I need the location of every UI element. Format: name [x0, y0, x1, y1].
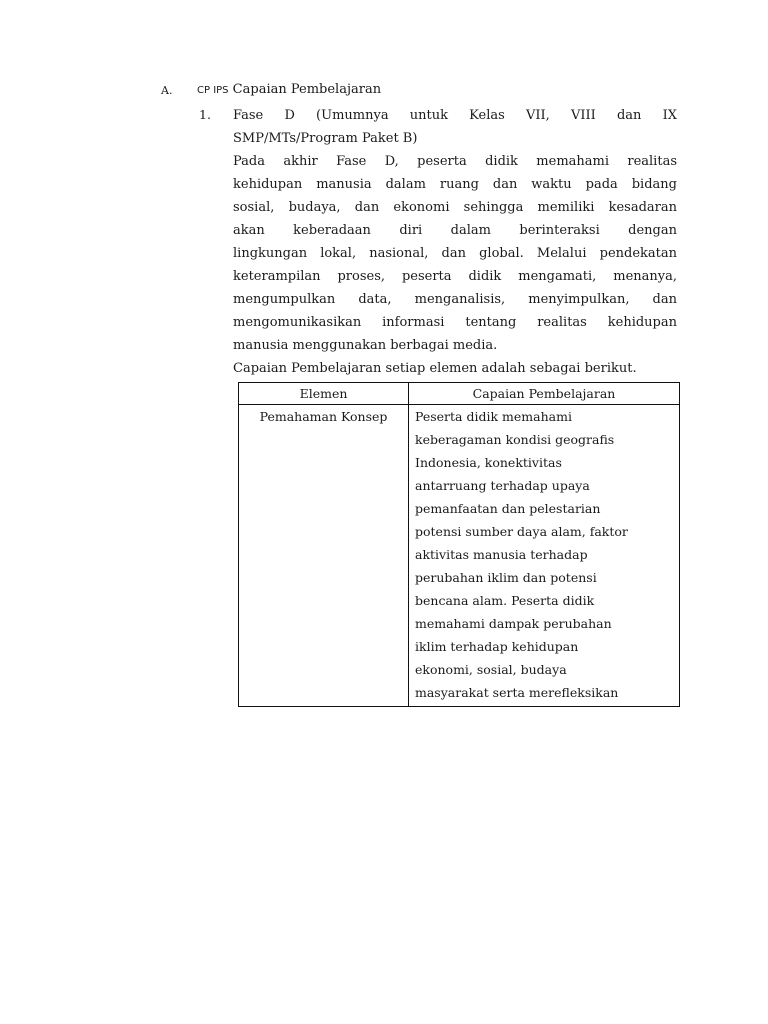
item-title-line: Fase D (Umumnya untuk Kelas VII, VIII dan IX — [233, 108, 677, 123]
paragraph-line: sosial, budaya, dan ekonomi sehingga memiliki kesadaran — [233, 200, 677, 215]
paragraph-line: mengomunikasikan informasi tentang realitas kehidupan — [233, 315, 677, 330]
capaian-line: potensi sumber daya alam, faktor — [415, 524, 628, 539]
paragraph-line: kehidupan manusia dalam ruang dan waktu pada bidang — [233, 177, 677, 192]
paragraph-line: akan keberadaan diri dalam berinteraksi dengan — [233, 223, 677, 238]
capaian-line: iklim terhadap kehidupan — [415, 639, 579, 654]
paragraph-line: keterampilan proses, peserta didik mengamati, menanya, — [233, 269, 677, 284]
section-marker: A. — [161, 84, 173, 97]
section-prefix: CP IPS — [197, 85, 229, 96]
paragraph-line: mengumpulkan data, menganalisis, menyimpulkan, dan — [233, 292, 677, 307]
cell-capaian — [409, 405, 680, 707]
table-header-row — [239, 383, 680, 405]
item-body — [233, 104, 677, 380]
capaian-line: Peserta didik memahami — [415, 409, 572, 424]
item-number: 1. — [199, 107, 211, 122]
table-row — [239, 405, 680, 707]
capaian-line: perubahan iklim dan potensi — [415, 570, 597, 585]
paragraph-line: manusia menggunakan berbagai media. — [233, 338, 498, 353]
capaian-line: memahami dampak perubahan — [415, 616, 612, 631]
table-intro: Capaian Pembelajaran setiap elemen adalah sebagai berikut. — [233, 361, 637, 376]
capaian-line: ekonomi, sosial, budaya — [415, 662, 567, 677]
capaian-line: keberagaman kondisi geografis — [415, 432, 615, 447]
capaian-line: pemanfaatan dan pelestarian — [415, 501, 601, 516]
capaian-table — [238, 382, 680, 707]
header-capaian: Capaian Pembelajaran — [409, 383, 680, 405]
item-title-line: SMP/MTs/Program Paket B) — [233, 131, 418, 146]
capaian-line: Indonesia, konektivitas — [415, 455, 562, 470]
header-elemen: Elemen — [239, 383, 409, 405]
cell-elemen: Pemahaman Konsep — [239, 405, 409, 707]
section-title: Capaian Pembelajaran — [232, 82, 382, 97]
paragraph-line: lingkungan lokal, nasional, dan global. Melalui pendekatan — [233, 246, 677, 261]
capaian-line: antarruang terhadap upaya — [415, 478, 590, 493]
capaian-line: masyarakat serta merefleksikan — [415, 685, 619, 700]
capaian-line: bencana alam. Peserta didik — [415, 593, 595, 608]
capaian-line: aktivitas manusia terhadap — [415, 547, 588, 562]
paragraph-line: Pada akhir Fase D, peserta didik memahami realitas — [233, 154, 677, 169]
section-heading — [197, 82, 381, 97]
